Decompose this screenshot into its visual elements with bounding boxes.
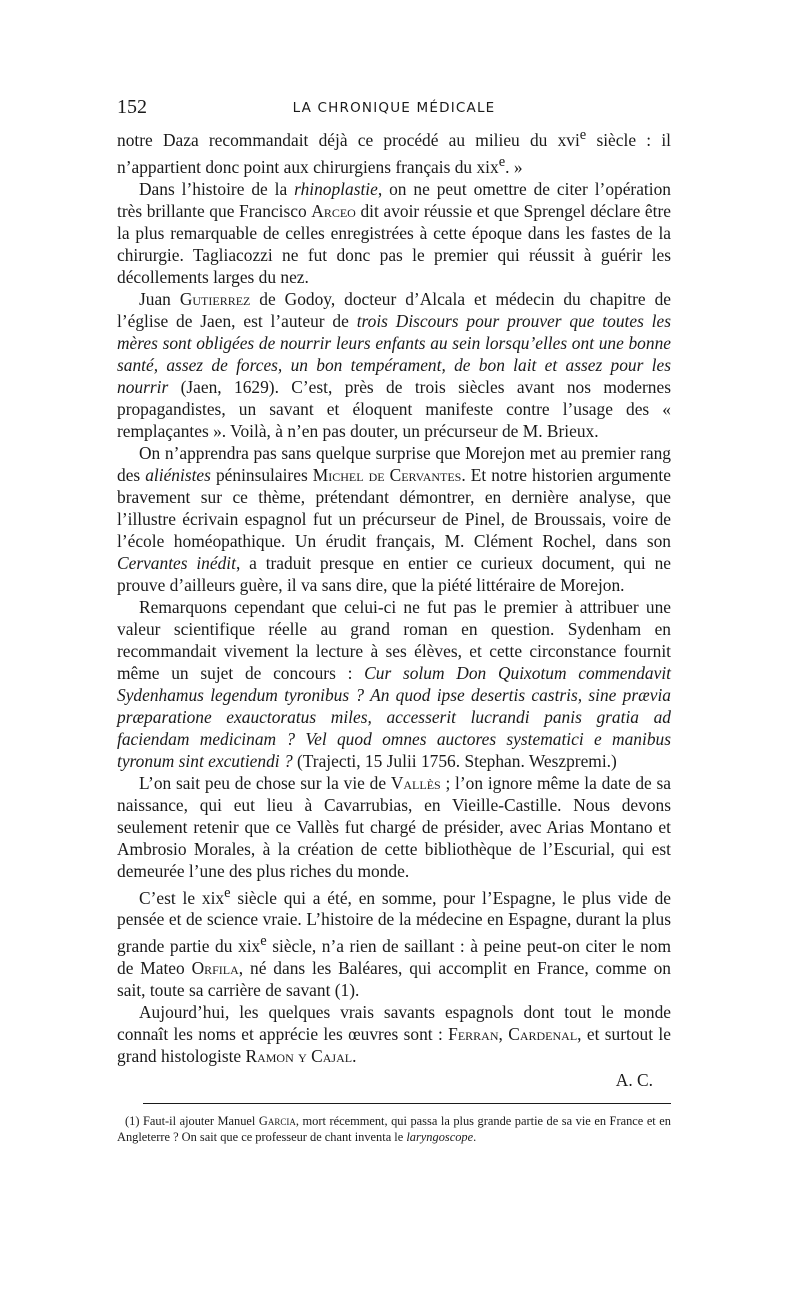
article-body bbox=[117, 124, 671, 1091]
text-run: . bbox=[473, 1129, 477, 1144]
text-run: , mort récemment, qui passa la plus grande partie de sa vie en France et en Angleterre ? On sait que ce professeur de chant inventa le bbox=[117, 1114, 671, 1144]
text-run: Michel de Cervantes bbox=[312, 464, 462, 485]
text-run: Gutierrez bbox=[179, 288, 251, 309]
text-run: Orfila bbox=[191, 958, 239, 979]
text-run: On n’apprendra pas sans quelque surprise que Morejon met au premier rang des bbox=[117, 442, 671, 485]
text-run: Arceo bbox=[311, 200, 356, 221]
paragraph bbox=[117, 124, 671, 178]
text-run: Aujourd’hui, les quelques vrais savants espagnols dont tout le monde connaît les noms et apprécie les œuvres sont : bbox=[117, 1002, 671, 1045]
footnote bbox=[117, 1114, 671, 1145]
paragraph bbox=[117, 772, 671, 882]
running-title: LA CHRONIQUE MÉDICALE bbox=[292, 100, 496, 116]
paragraph bbox=[117, 1001, 671, 1067]
text-run: Cardenal bbox=[508, 1024, 578, 1045]
text-run: Cur solum Don Quixotum commendavit Sydenhamus legendum tyronibus ? An quod ipse desertis castris, sine prævia præparatione exauctoratus miles, accesserit lucrandi panis gratia ad faciendam medicinam ? Vel quod omnes auctores systematici e manibus tyronum sint excutiendi ? bbox=[117, 662, 671, 771]
text-run: dit avoir réussie et que Sprengel déclare être la plus remarquable de celles enregistrées à cette époque dans les fastes de la chirurgie. Tagliacozzi ne fut donc pas le premier qui réussit à guérir les décollements larges du nez. bbox=[117, 200, 671, 287]
paragraph bbox=[117, 178, 671, 288]
page-number: 152 bbox=[117, 96, 147, 118]
paragraph bbox=[117, 596, 671, 772]
paragraph bbox=[117, 288, 671, 442]
text-run: . » bbox=[505, 156, 523, 177]
text-run: Garcia bbox=[258, 1114, 296, 1129]
text-run: (Trajecti, 15 Julii 1756. Stephan. Weszpremi.) bbox=[292, 750, 617, 771]
text-run: Cervantes inédit bbox=[117, 552, 236, 573]
text-run: e bbox=[224, 884, 231, 901]
text-run: C’est le xix bbox=[139, 887, 225, 908]
text-run: , né dans les Baléares, qui accomplit en France, comme on sait, toute sa carrière de savant (1). bbox=[117, 958, 671, 1001]
text-run: , bbox=[498, 1024, 509, 1045]
text-run: e bbox=[498, 153, 506, 170]
text-run: siècle : il n’appartient donc point aux chirurgiens français du xix bbox=[117, 129, 671, 177]
text-run: aliénistes bbox=[145, 464, 211, 485]
text-run: , on ne peut omettre de citer l’opération très brillante que Francisco bbox=[117, 178, 671, 221]
text-run: Ramon y Cajal bbox=[245, 1046, 353, 1067]
text-run: (Jaen, 1629). C’est, près de trois siècles avant nos modernes propagandistes, un savant et éloquent manifeste contre l’usage des « remplaçantes ». Voilà, à n’en pas douter, un précurseur de M. Brieux. bbox=[117, 376, 671, 441]
text-run: , a traduit presque en entier ce curieux document, qui ne prouve d’ailleurs guère, il va sans dire, que la piété littéraire de Morejon. bbox=[117, 552, 671, 595]
text-run: , et surtout le grand histologiste bbox=[117, 1024, 671, 1067]
paragraph bbox=[117, 882, 671, 1002]
text-run: laryngoscope bbox=[406, 1129, 474, 1144]
text-run: Remarquons cependant que celui-ci ne fut pas le premier à attribuer une valeur scientifique réelle au grand roman en question. Sydenham en recommandait vivement la lecture à ses élèves, et cette circonstance fournit même un sujet de concours : bbox=[117, 596, 671, 683]
page-header bbox=[117, 96, 671, 124]
document-page bbox=[117, 96, 671, 1145]
text-run: trois Discours pour prouver que toutes les mères sont obligées de nourrir leurs enfants au sein lorsqu’elles ont une bonne santé, assez de forces, un bon tempérament, de bon lait et assez pour les nourrir bbox=[117, 310, 671, 397]
text-run: Dans l’histoire de la bbox=[139, 178, 295, 199]
text-run: e bbox=[579, 127, 587, 143]
paragraph bbox=[117, 442, 671, 596]
text-run: Vallès bbox=[390, 772, 441, 793]
text-run: siècle qui a été, en somme, pour l’Espagne, le plus vide de pensée et de science vraie. L’histoire de la médecine en Espagne, durant la plus grande partie du xix bbox=[117, 887, 671, 957]
text-run: ; l’on ignore même la date de sa naissance, qui eut lieu à Cavarrubias, en Vieille-Castille. Nous devons seulement retenir que ce Vallès fut chargé de présider, avec Arias Montano et Ambrosio Morales, à la création de cette bibliothèque de l’Escurial, qui est demeurée l’une des plus riches du monde. bbox=[117, 772, 671, 881]
text-run: péninsulaires bbox=[210, 464, 313, 485]
text-run: L’on sait peu de chose sur la vie de bbox=[139, 772, 391, 793]
text-run: . Et notre historien argumente bravement sur ce thème, prétendant démontrer, en dernière analyse, que l’illustre écrivain espagnol fut un précurseur de Pinel, de Broussais, voire de l’école homéopathique. Un érudit français, M. Clément Rochel, dans son bbox=[117, 464, 671, 551]
text-run: . bbox=[352, 1046, 357, 1067]
text-run: e bbox=[260, 933, 267, 950]
author-signature: A. C. bbox=[615, 1070, 653, 1091]
footnote-rule bbox=[143, 1103, 671, 1104]
text-run: Juan bbox=[139, 288, 180, 309]
text-run: (1) Faut-il ajouter Manuel bbox=[125, 1114, 259, 1129]
text-run: rhinoplastie bbox=[294, 178, 378, 199]
text-run: notre Daza recommandait déjà ce procédé au milieu du xvi bbox=[117, 129, 580, 150]
text-run: siècle, n’a rien de saillant : à peine peut-on citer le nom de Mateo bbox=[117, 936, 672, 979]
text-run: de Godoy, docteur d’Alcala et médecin du chapitre de l’église de Jaen, est l’auteur de bbox=[117, 288, 671, 331]
text-run: Ferran bbox=[448, 1024, 499, 1045]
